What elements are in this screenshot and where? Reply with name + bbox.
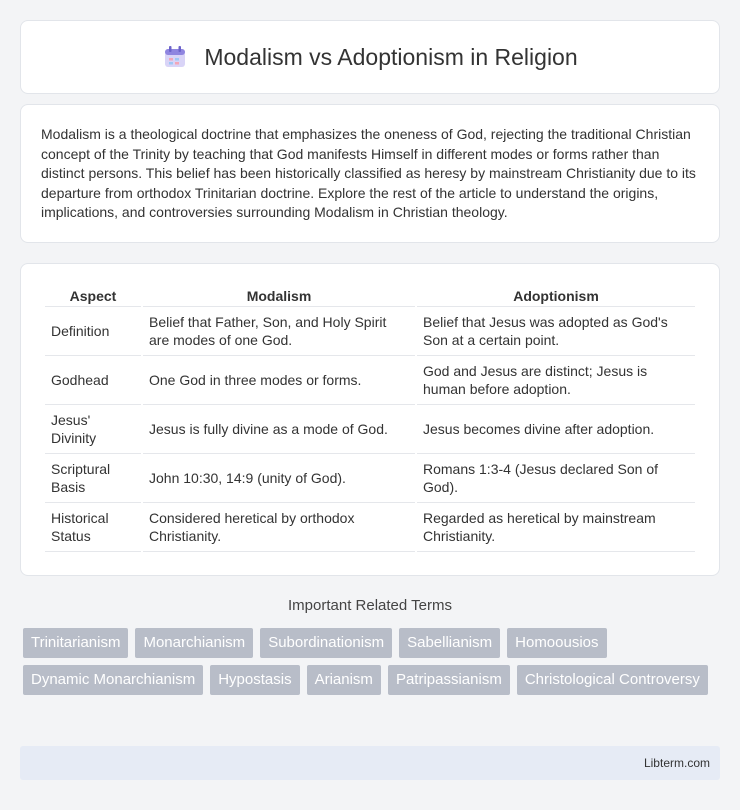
title-wrap <box>162 44 577 71</box>
related-terms-heading: Important Related Terms <box>288 597 452 614</box>
cell-adoptionism: Regarded as heretical by mainstream Christianity. <box>417 503 695 552</box>
table-header-row <box>45 286 695 307</box>
table-row <box>45 356 695 405</box>
tag-subordinationism[interactable]: Subordinationism <box>260 628 392 658</box>
cell-adoptionism: Belief that Jesus was adopted as God's Son at a certain point. <box>417 307 695 356</box>
calendar-icon <box>162 44 188 70</box>
cell-modalism: John 10:30, 14:9 (unity of God). <box>143 454 415 503</box>
cell-modalism: Considered heretical by orthodox Christianity. <box>143 503 415 552</box>
cell-aspect: Historical Status <box>45 503 141 552</box>
cell-aspect: Definition <box>45 307 141 356</box>
table-row <box>45 307 695 356</box>
table-row <box>45 454 695 503</box>
cell-modalism: Belief that Father, Son, and Holy Spirit are modes of one God. <box>143 307 415 356</box>
cell-adoptionism: Jesus becomes divine after adoption. <box>417 405 695 454</box>
cell-adoptionism: Romans 1:3-4 (Jesus declared Son of God). <box>417 454 695 503</box>
cell-modalism: One God in three modes or forms. <box>143 356 415 405</box>
cell-aspect: Godhead <box>45 356 141 405</box>
cell-aspect: Scriptural Basis <box>45 454 141 503</box>
header-card <box>20 20 720 94</box>
table-row <box>45 405 695 454</box>
tag-sabellianism[interactable]: Sabellianism <box>399 628 500 658</box>
cell-aspect: Jesus' Divinity <box>45 405 141 454</box>
tag-christological-controversy[interactable]: Christological Controversy <box>517 665 708 695</box>
tag-arianism[interactable]: Arianism <box>307 665 381 695</box>
tag-patripassianism[interactable]: Patripassianism <box>388 665 510 695</box>
header-modalism: Modalism <box>143 286 415 307</box>
tag-monarchianism[interactable]: Monarchianism <box>135 628 253 658</box>
tag-trinitarianism[interactable]: Trinitarianism <box>23 628 128 658</box>
intro-paragraph: Modalism is a theological doctrine that emphasizes the oneness of God, rejecting the traditional Christian concept of the Trinity by teaching that God manifests Himself in different modes or forms rather than distinct persons. This belief has been historically classified as heresy by mainstream Christianity due to its departure from orthodox Trinitarian doctrine. Explore the rest of the article to understand the origins, implications, and controversies surrounding Modalism in Christian theology. <box>41 126 696 221</box>
page-title: Modalism vs Adoptionism in Religion <box>204 43 578 70</box>
cell-adoptionism: God and Jesus are distinct; Jesus is human before adoption. <box>417 356 695 405</box>
comparison-table <box>43 286 697 552</box>
tag-homoousios[interactable]: Homoousios <box>507 628 606 658</box>
tag-dynamic-monarchianism[interactable]: Dynamic Monarchianism <box>23 665 203 695</box>
related-terms-tags <box>23 628 723 695</box>
table-row <box>45 503 695 552</box>
tag-hypostasis[interactable]: Hypostasis <box>210 665 299 695</box>
header-aspect: Aspect <box>45 286 141 307</box>
header-adoptionism: Adoptionism <box>417 286 695 307</box>
comparison-table-card <box>20 263 720 576</box>
cell-modalism: Jesus is fully divine as a mode of God. <box>143 405 415 454</box>
footer-site-link[interactable]: Libterm.com <box>643 756 710 770</box>
intro-card <box>20 104 720 243</box>
footer <box>20 746 720 780</box>
